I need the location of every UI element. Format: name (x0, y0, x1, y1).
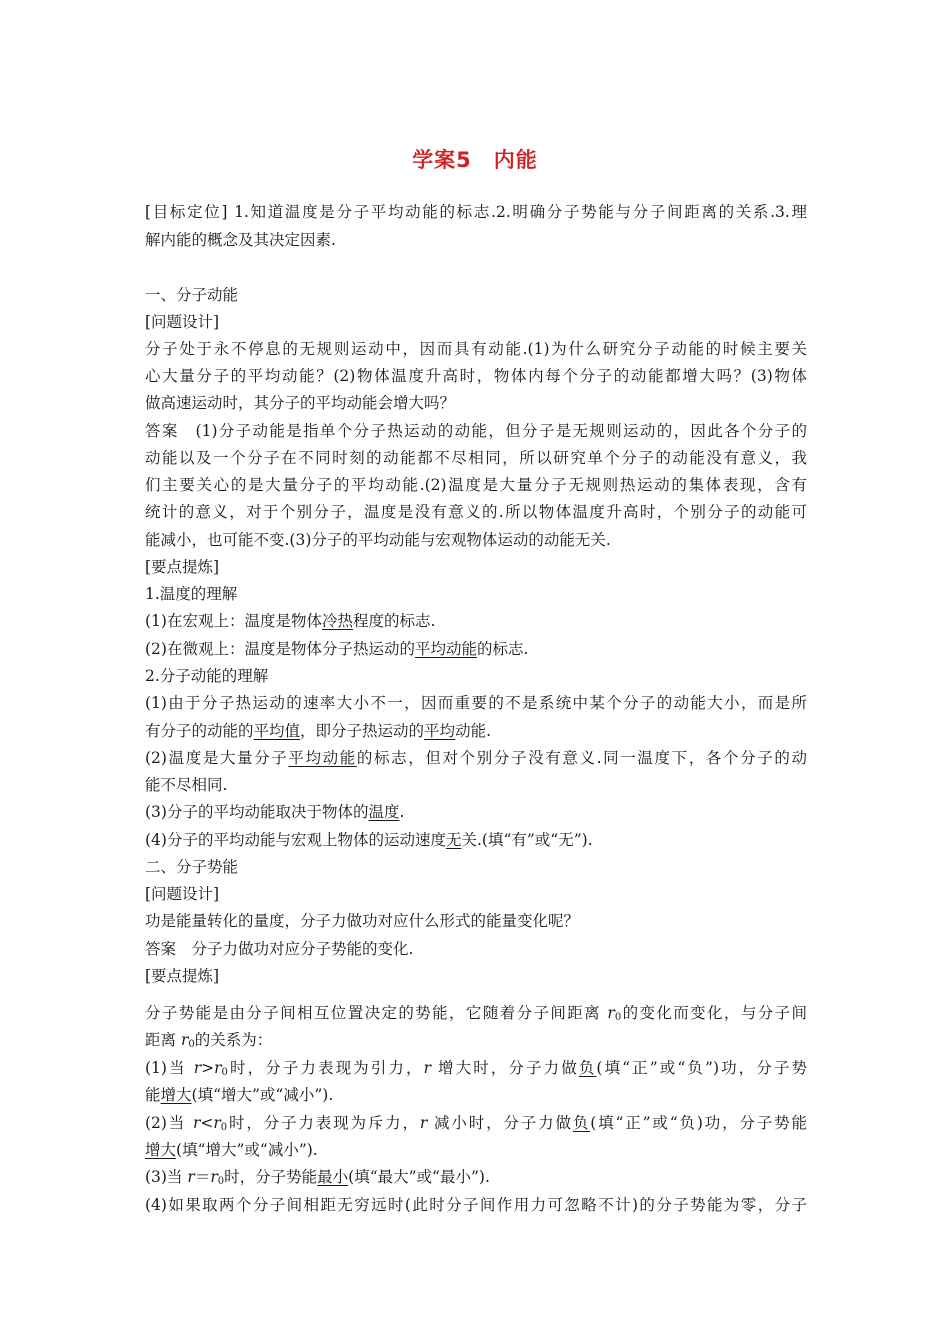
answer-blank: 无 (445, 831, 462, 849)
text-segment: [要点提炼] (145, 967, 220, 985)
text-segment: 1.温度的理解 (145, 585, 238, 603)
text-segment: 时，分子力表现为引力， (227, 1059, 424, 1077)
text-line (145, 420, 807, 442)
text-line (145, 474, 807, 496)
text-line (145, 365, 807, 387)
text-segment: (3)分子的平均动能取决于物体的 (145, 803, 369, 821)
text-segment: r (213, 1114, 221, 1132)
text-segment: r (419, 1114, 428, 1132)
text-segment: [要点提炼] (145, 558, 220, 576)
text-segment: 做高速运动时，其分子的平均动能会增大吗？ (145, 394, 456, 412)
text-segment: 心大量分子的平均动能？(2)物体温度升高时，物体内每个分子的动能都增大吗？(3)物体 (145, 367, 807, 385)
text-line (145, 583, 807, 605)
text-segment: 的关系为： (194, 1031, 273, 1049)
text-segment: 动能. (455, 722, 491, 740)
text-line (145, 392, 807, 414)
answer-blank: 温度 (368, 803, 400, 821)
text-segment: 一、分子动能 (145, 286, 239, 304)
answer-blank: 增大 (160, 1086, 192, 1104)
text-segment: ＝ (194, 1168, 211, 1186)
text-segment: ，即分子热运动的 (300, 722, 425, 740)
text-line (145, 311, 807, 333)
text-line (145, 1084, 807, 1106)
text-segment: 的变化而变化，与分子间 (621, 1004, 807, 1022)
text-segment: (2)温度是大量分子 (145, 749, 289, 767)
text-segment: r (607, 1004, 615, 1022)
text-segment: 能不尽相同. (145, 776, 228, 794)
answer-blank: 平均动能 (414, 640, 477, 658)
text-line (145, 501, 807, 523)
text-line (145, 801, 807, 823)
text-line (145, 556, 807, 578)
answer-blank: 负 (578, 1059, 597, 1077)
text-line (145, 829, 807, 851)
text-segment: 统计的意义，对于个别分子，温度是没有意义的.所以物体温度升高时，个别分子的动能可 (145, 503, 807, 521)
text-segment: 答案 分子力做功对应分子势能的变化. (145, 940, 414, 958)
text-segment: . (399, 803, 405, 821)
text-segment: r (193, 1059, 202, 1077)
text-segment: 程度的标志. (352, 612, 436, 630)
text-segment: 分子势能是由分子间相互位置决定的势能，它随着分子间距离 (145, 1004, 608, 1022)
answer-blank: 负 (572, 1114, 591, 1132)
answer-blank: 冷热 (321, 612, 353, 630)
text-segment: [问题设计] (145, 885, 220, 903)
text-segment: 分子处于永不停息的无规则运动中，因而具有动能.(1)为什么研究分子动能的时候主要关 (145, 340, 807, 358)
subscript: 0 (188, 1039, 195, 1050)
text-line (145, 1166, 807, 1188)
text-segment: 们主要关心的是大量分子的平均动能.(2)温度是大量分子无规则热运动的集体表现，含有 (145, 476, 807, 494)
text-segment: 增大时，分子力做 (431, 1059, 579, 1077)
text-segment: 时，分子势能 (224, 1168, 318, 1186)
text-line (145, 529, 807, 551)
text-segment: r (187, 1168, 195, 1186)
text-segment: 二、分子势能 (145, 858, 239, 876)
text-segment: r (192, 1114, 201, 1132)
text-line (145, 1057, 807, 1079)
text-segment: 时，分子力表现为斥力， (227, 1114, 420, 1132)
text-line (145, 201, 807, 223)
text-segment: 动能以及一个分子在不同时刻的动能都不尽相同，所以研究单个分子的动能没有意义，我 (145, 449, 807, 467)
text-line (145, 229, 807, 251)
text-line (145, 910, 807, 932)
text-segment: > (201, 1059, 215, 1077)
text-segment: (填“正”或“负)功，分子势能 (590, 1114, 807, 1132)
text-line (145, 1002, 807, 1024)
text-segment: 能减小，也可能不变.(3)分子的平均动能与宏观物体运动的动能无关. (145, 531, 611, 549)
text-line (145, 856, 807, 878)
text-segment: 有分子的动能的 (145, 722, 254, 740)
answer-blank: 平均 (424, 722, 456, 740)
text-segment: 功是能量转化的量度，分子力做功对应什么形式的能量变化呢？ (145, 912, 580, 930)
text-segment: (4)分子的平均动能与宏观上物体的运动速度 (145, 831, 446, 849)
subscript: 0 (220, 1122, 228, 1133)
text-line (145, 883, 807, 905)
text-segment: [问题设计] (145, 313, 220, 331)
subscript: 0 (217, 1176, 225, 1187)
text-line (145, 1029, 807, 1051)
text-line (145, 638, 807, 660)
text-segment: r (180, 1031, 189, 1049)
text-segment: 解内能的概念及其决定因素. (145, 231, 336, 249)
text-line (145, 720, 807, 742)
text-segment: 答案 (1)分子动能是指单个分子热运动的动能，但分子是无规则运动的，因此各个分子的 (145, 422, 807, 440)
text-segment: 距离 (145, 1031, 181, 1049)
answer-blank: 平均动能 (288, 749, 357, 767)
text-line (145, 665, 807, 687)
text-segment: (填“最大”或“最小”). (348, 1168, 490, 1186)
text-line (145, 1139, 807, 1161)
text-segment: r (210, 1168, 218, 1186)
text-segment: 减小时，分子力做 (427, 1114, 573, 1132)
text-segment: 关.(填“有”或“无”). (461, 831, 593, 849)
text-segment: (3)当 (145, 1168, 188, 1186)
text-segment: 的标志. (476, 640, 529, 658)
text-line (145, 965, 807, 987)
text-line (145, 938, 807, 960)
text-segment: r (423, 1059, 431, 1077)
text-segment: r (214, 1059, 222, 1077)
text-segment: (4)如果取两个分子间相距无穷远时(此时分子间作用力可忽略不计)的分子势能为零，分子 (145, 1196, 807, 1214)
text-segment: (填“正”或“负”)功，分子势 (596, 1059, 807, 1077)
text-segment: (填“增大”或“减小”). (191, 1086, 334, 1104)
text-segment: 能 (145, 1086, 161, 1104)
text-segment: (1)在宏观上：温度是物体 (145, 612, 322, 630)
subscript: 0 (221, 1067, 228, 1078)
text-segment: 2.分子动能的理解 (145, 667, 269, 685)
text-line (145, 774, 807, 796)
text-line (145, 447, 807, 469)
text-segment: [目标定位] 1.知道温度是分子平均动能的标志.2.明确分子势能与分子间距离的关系.3.理 (145, 203, 807, 221)
text-segment: (1)由于分子热运动的速率大小不一，因而重要的不是系统中某个分子的动能大小，而是所 (145, 694, 807, 712)
text-line (145, 338, 807, 360)
text-segment: (2)在微观上：温度是物体分子热运动的 (145, 640, 415, 658)
answer-blank: 增大 (145, 1141, 177, 1159)
text-segment: (填“增大”或“减小”). (176, 1141, 318, 1159)
text-line (145, 284, 807, 306)
text-segment: < (200, 1114, 214, 1132)
text-line (145, 1112, 807, 1134)
document-title: 学案5 内能 (412, 148, 538, 172)
text-segment: (2)当 (145, 1114, 193, 1132)
text-line (145, 610, 807, 632)
answer-blank: 平均值 (253, 722, 301, 740)
answer-blank: 最小 (317, 1168, 349, 1186)
text-segment: 的标志，但对个别分子没有意义.同一温度下，各个分子的动 (356, 749, 807, 767)
subscript: 0 (614, 1012, 622, 1023)
text-line (145, 692, 807, 714)
text-line (145, 1194, 807, 1216)
text-segment: (1)当 (145, 1059, 194, 1077)
text-line (145, 747, 807, 769)
